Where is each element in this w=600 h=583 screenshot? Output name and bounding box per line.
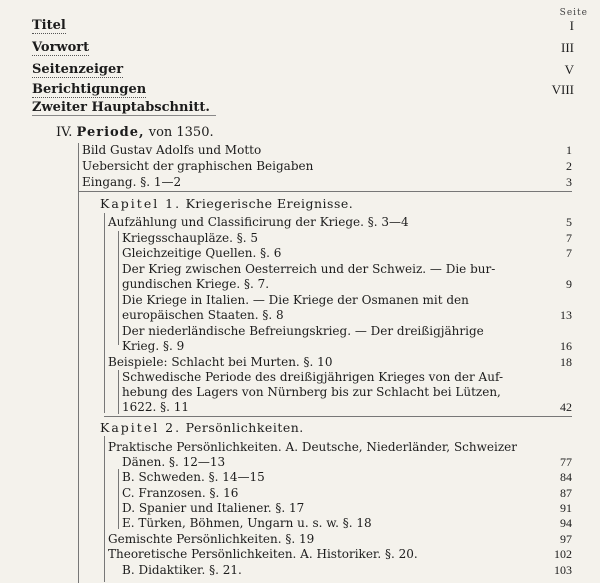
toc-entry-continued [122,277,572,291]
entry-page: 103 [554,563,572,577]
entry-page: 16 [560,339,572,353]
period-range: von 1350. [148,125,214,140]
toc-entry [122,231,572,245]
toc-entry [122,516,572,530]
entry-page: 84 [560,470,572,484]
toc-entry-seitenzeiger [32,62,572,78]
entry-text: B. Schweden. §. 14—15 [122,470,265,484]
entry-text: E. Türken, Böhmen, Ungarn u. s. w. §. 18 [122,516,372,530]
entry-text: Gemischte Persönlichkeiten. §. 19 [108,532,315,546]
toc-entry [122,563,572,577]
indent-rule [104,213,105,413]
indent-rule [118,370,119,414]
entry-text: Dänen. §. 12—13 [122,455,226,469]
indent-rule [78,143,79,583]
entry-text: Uebersicht der graphischen Beigaben [82,159,314,173]
toc-entry [82,175,572,189]
toc-entry-vorwort [32,40,572,56]
entry-page: V [564,62,574,77]
entry-page: 94 [560,516,572,530]
toc-entry [122,293,572,307]
entry-text: C. Franzosen. §. 16 [122,486,239,500]
page-column-header: Seite [559,8,588,18]
entry-page: 13 [560,308,572,322]
toc-entry [122,501,572,515]
toc-entry-continued [122,339,572,353]
entry-text: Der niederländische Befreiungskrieg. — Der dreißigjährige [122,324,484,338]
entry-page: 18 [560,355,572,369]
chapter-number: Kapitel 2. [100,420,182,435]
chapter-number: Kapitel 1. [100,196,182,211]
chapter-2-heading [100,420,304,435]
entry-text: gundischen Kriege. §. 7. [122,277,270,291]
indent-rule [118,469,119,529]
period-number: IV. [56,125,73,140]
toc-entry-continued [122,455,572,469]
chapter-title: Persönlichkeiten. [185,420,304,435]
entry-page: 7 [566,231,572,245]
entry-text: europäischen Staaten. §. 8 [122,308,284,322]
entry-text: Theoretische Persönlichkeiten. A. Historiker. §. 20. [108,547,418,561]
indent-rule [104,436,105,582]
entry-page: I [569,18,574,33]
divider [104,416,572,417]
entry-page: 102 [554,547,572,561]
toc-entry [108,532,572,546]
entry-text: Der Krieg zwischen Oesterreich und der Schweiz. — Die bur- [122,262,496,276]
toc-entry [122,470,572,484]
toc-entry-continued [122,400,572,414]
toc-entry [122,370,572,384]
entry-text: Praktische Persönlichkeiten. A. Deutsche, Niederländer, Schweizer [108,440,517,454]
entry-page: 3 [566,175,572,189]
entry-text: Die Kriege in Italien. — Die Kriege der Osmanen mit den [122,293,469,307]
divider [78,191,572,192]
chapter-1-heading [100,196,353,211]
toc-entry-titel [32,18,572,34]
toc-entry [122,486,572,500]
toc-entry [82,143,572,157]
entry-text: Bild Gustav Adolfs und Motto [82,143,262,157]
entry-text: hebung des Lagers von Nürnberg bis zur Schlacht bei Lützen, [122,385,501,399]
entry-label: Titel [32,18,66,33]
entry-page: VIII [551,82,574,97]
entry-page: 1 [566,143,572,157]
entry-text: Gleichzeitige Quellen. §. 6 [122,246,282,260]
entry-text: 1622. §. 11 [122,400,190,414]
entry-label: Vorwort [32,40,90,55]
entry-page: 42 [560,400,572,414]
toc-entry [122,262,572,276]
entry-page: 91 [560,501,572,515]
period-label: Periode, [76,125,145,140]
entry-page: 5 [566,215,572,229]
period-heading [56,125,214,140]
entry-label: Berichtigungen [32,82,147,97]
entry-text: Aufzählung und Classificirung der Kriege. §. 3—4 [108,215,409,229]
entry-text: Eingang. §. 1—2 [82,175,182,189]
toc-entry [82,159,572,173]
entry-page: 97 [560,532,572,546]
entry-text: D. Spanier und Italiener. §. 17 [122,501,305,515]
toc-entry [108,215,572,229]
toc-entry-continued [122,385,572,399]
entry-text: B. Didaktiker. §. 21. [122,563,242,577]
indent-rule [118,231,119,345]
entry-page: 2 [566,159,572,173]
toc-entry [122,246,572,260]
entry-page: 9 [566,277,572,291]
entry-text: Krieg. §. 9 [122,339,185,353]
toc-entry [108,355,572,369]
entry-page: 7 [566,246,572,260]
toc-entry [108,440,572,454]
toc-entry [108,547,572,561]
toc-entry-berichtigungen [32,82,572,98]
chapter-title: Kriegerische Ereignisse. [185,196,354,211]
entry-label: Seitenzeiger [32,62,124,77]
entry-page: 77 [560,455,572,469]
entry-text: Kriegsschaupläze. §. 5 [122,231,258,245]
entry-page: 87 [560,486,572,500]
toc-entry [122,324,572,338]
entry-page: III [561,40,574,55]
section-title: Zweiter Hauptabschnitt. [32,100,216,116]
toc-entry-continued [122,308,572,322]
entry-text: Beispiele: Schlacht bei Murten. §. 10 [108,355,333,369]
entry-text: Schwedische Periode des dreißigjährigen Krieges von der Auf- [122,370,504,384]
